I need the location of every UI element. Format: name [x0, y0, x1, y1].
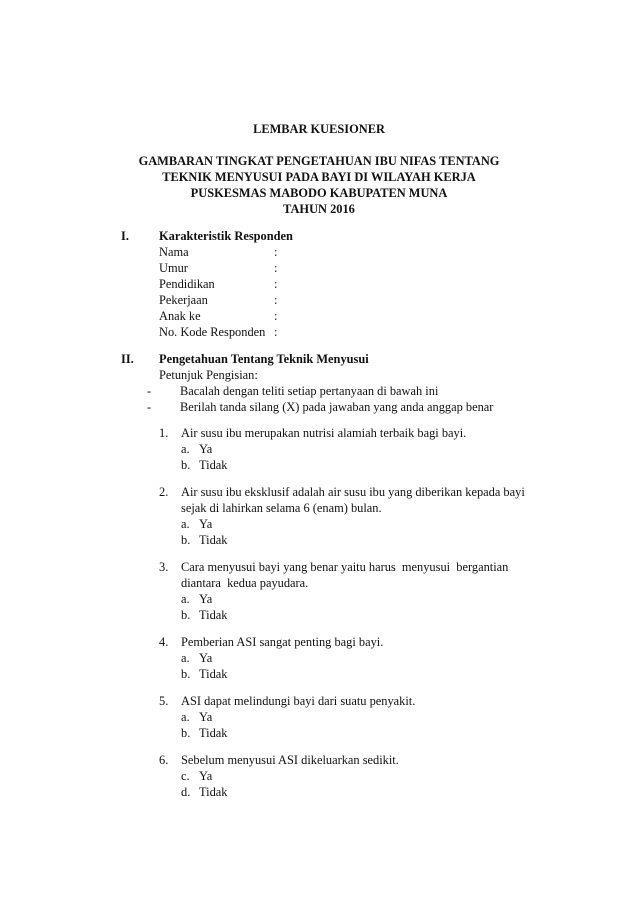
field-colon: :: [274, 261, 278, 275]
subtitle-line-2: TEKNIK MENYUSUI PADA BAYI DI WILAYAH KERJA: [162, 170, 476, 184]
option-letter: b.: [181, 608, 191, 622]
option-text: Tidak: [199, 458, 228, 472]
option-letter: b.: [181, 667, 191, 681]
field-label-pekerjaan: Pekerjaan: [159, 293, 208, 307]
question-text: Air susu ibu merupakan nutrisi alamiah terbaik bagi bayi.: [181, 426, 467, 440]
subtitle-line-1: GAMBARAN TINGKAT PENGETAHUAN IBU NIFAS TENTANG: [138, 154, 500, 168]
option-text: Ya: [199, 769, 213, 783]
option-letter: b.: [181, 458, 191, 472]
question-text: Sebelum menyusui ASI dikeluarkan sedikit.: [181, 753, 399, 767]
instructions-title: Petunjuk Pengisian:: [159, 368, 258, 382]
option-text: Ya: [199, 710, 213, 724]
question-text: diantara kedua payudara.: [181, 576, 309, 590]
question-text: Air susu ibu eksklusif adalah air susu ibu yang diberikan kepada bayi: [181, 485, 525, 499]
instruction-text: Berilah tanda silang (X) pada jawaban yang anda anggap benar: [180, 400, 494, 414]
option-text: Tidak: [199, 785, 228, 799]
option-letter: c.: [181, 769, 190, 783]
section-1-heading: Karakteristik Responden: [159, 229, 293, 243]
option-text: Ya: [199, 651, 213, 665]
option-letter: a.: [181, 651, 190, 665]
question-number: 2.: [159, 485, 169, 499]
question-number: 5.: [159, 694, 169, 708]
option-letter: d.: [181, 785, 191, 799]
instruction-bullet: -: [147, 400, 152, 414]
option-text: Ya: [199, 592, 213, 606]
section-2-heading: Pengetahuan Tentang Teknik Menyusui: [159, 352, 369, 366]
question-number: 6.: [159, 753, 169, 767]
question-number: 4.: [159, 635, 169, 649]
option-letter: b.: [181, 533, 191, 547]
option-letter: a.: [181, 517, 190, 531]
section-1-numeral: I.: [121, 229, 129, 243]
option-text: Tidak: [199, 533, 228, 547]
subtitle-line-4: TAHUN 2016: [283, 202, 355, 216]
field-colon: :: [274, 293, 278, 307]
question-number: 3.: [159, 560, 169, 574]
option-letter: a.: [181, 592, 190, 606]
field-colon: :: [274, 309, 278, 323]
field-label-umur: Umur: [159, 261, 188, 275]
field-label-nama: Nama: [159, 245, 189, 259]
field-colon: :: [274, 325, 278, 339]
field-label-pendidikan: Pendidikan: [159, 277, 215, 291]
section-2-numeral: II.: [121, 352, 134, 366]
option-text: Ya: [199, 442, 213, 456]
field-colon: :: [274, 245, 278, 259]
question-text: sejak di lahirkan selama 6 (enam) bulan.: [181, 501, 382, 515]
option-text: Tidak: [199, 726, 228, 740]
document-title: LEMBAR KUESIONER: [253, 122, 385, 136]
instruction-bullet: -: [147, 384, 152, 398]
field-label-kode-responden: No. Kode Responden: [159, 325, 266, 339]
question-number: 1.: [159, 426, 169, 440]
option-text: Tidak: [199, 667, 228, 681]
instruction-text: Bacalah dengan teliti setiap pertanyaan di bawah ini: [180, 384, 439, 398]
field-label-anak-ke: Anak ke: [159, 309, 201, 323]
option-text: Tidak: [199, 608, 228, 622]
option-text: Ya: [199, 517, 213, 531]
question-text: Cara menyusui bayi yang benar yaitu harus menyusui bergantian: [181, 560, 509, 574]
question-text: Pemberian ASI sangat penting bagi bayi.: [181, 635, 384, 649]
option-letter: a.: [181, 710, 190, 724]
field-colon: :: [274, 277, 278, 291]
option-letter: a.: [181, 442, 190, 456]
option-letter: b.: [181, 726, 191, 740]
subtitle-line-3: PUSKESMAS MABODO KABUPATEN MUNA: [190, 186, 448, 200]
question-text: ASI dapat melindungi bayi dari suatu penyakit.: [181, 694, 416, 708]
